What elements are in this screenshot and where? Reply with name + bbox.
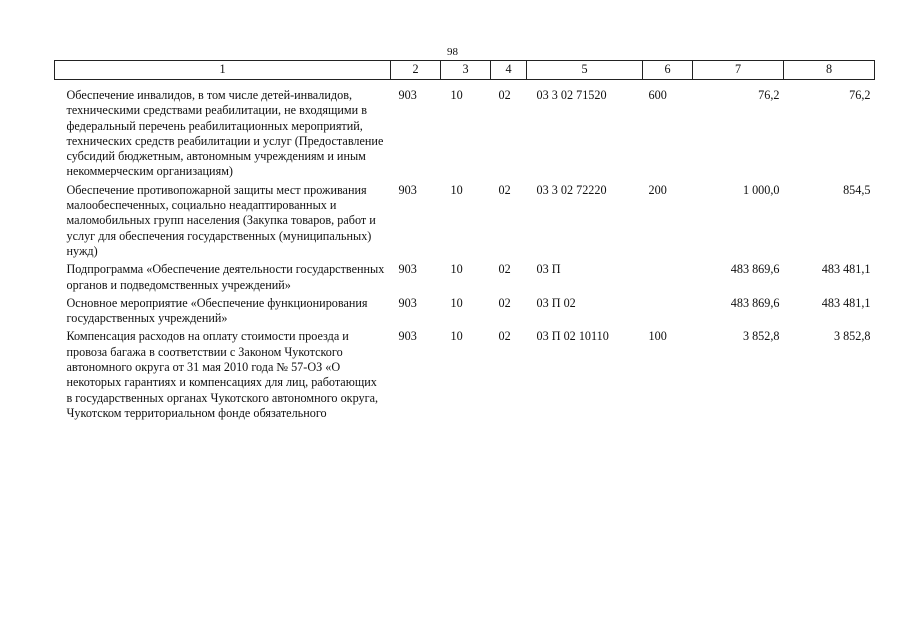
header-col-amount-fact: 8 <box>784 61 875 80</box>
row-section: 10 <box>450 295 463 310</box>
row-name: Обеспечение противопожарной защиты мест проживания малообеспеченных, социально неадаптированных и маломобильных групп населения (Закупка товаров, работ и услуг для обеспечения государственных (муниципальных) нужд) <box>66 182 376 258</box>
header-col-amount-plan: 7 <box>693 61 784 80</box>
row-subsection: 02 <box>498 262 511 277</box>
row-expense-type: 600 <box>648 88 667 102</box>
row-section: 10 <box>450 329 463 344</box>
row-grbs: 903 <box>398 88 417 102</box>
header-row <box>55 61 875 80</box>
table-header <box>55 61 875 80</box>
row-section: 10 <box>450 88 463 102</box>
table-row <box>55 327 875 422</box>
row-name: Обеспечение инвалидов, в том числе детей-инвалидов, техническими средствами реабилитации, не входящими в федеральный перечень реабилитационных мероприятий, технических средств реабилитации и услуг (Предоставление субсидий бюджетным, автономным учреждениям и иным некоммерческим организациям) <box>66 88 384 179</box>
row-grbs: 903 <box>398 182 417 197</box>
row-amount-plan: 483 869,6 <box>730 295 780 310</box>
row-target: 03 3 02 72220 <box>536 182 607 197</box>
row-amount-fact: 483 481,1 <box>821 262 871 277</box>
row-target: 03 П <box>536 262 561 277</box>
row-amount-plan: 483 869,6 <box>730 262 780 277</box>
header-col-section: 3 <box>441 61 491 80</box>
header-col-subsection: 4 <box>491 61 527 80</box>
row-expense-type: 200 <box>648 182 667 197</box>
row-subsection: 02 <box>498 182 511 197</box>
row-amount-fact: 3 852,8 <box>833 329 871 344</box>
table-row <box>55 294 875 328</box>
table-row <box>55 260 875 294</box>
row-section: 10 <box>450 182 463 197</box>
header-col-target: 5 <box>527 61 643 80</box>
row-subsection: 02 <box>498 295 511 310</box>
table-row <box>55 80 875 181</box>
row-name: Основное мероприятие «Обеспечение функционирования государственных учреждений» <box>66 295 368 326</box>
row-subsection: 02 <box>498 88 511 102</box>
row-target: 03 П 02 10110 <box>536 329 609 344</box>
row-amount-plan: 3 852,8 <box>742 329 780 344</box>
row-grbs: 903 <box>398 262 417 277</box>
header-col-grbs: 2 <box>391 61 441 80</box>
row-expense-type: 100 <box>648 329 667 344</box>
budget-table <box>54 60 875 422</box>
row-amount-fact: 854,5 <box>843 182 871 197</box>
row-amount-fact: 76,2 <box>849 88 871 102</box>
row-amount-plan: 76,2 <box>758 88 780 102</box>
row-expense-type <box>643 294 693 328</box>
row-section: 10 <box>450 262 463 277</box>
page-number: 98 <box>447 46 458 58</box>
row-amount-plan: 1 000,0 <box>742 182 780 197</box>
header-col-name: 1 <box>55 61 391 80</box>
table-row <box>55 181 875 260</box>
header-col-expense-type: 6 <box>643 61 693 80</box>
row-target: 03 3 02 71520 <box>536 88 607 102</box>
row-name: Подпрограмма «Обеспечение деятельности государственных органов и подведомственных учреждений» <box>66 262 385 292</box>
row-expense-type <box>643 260 693 294</box>
row-grbs: 903 <box>398 295 417 310</box>
row-target: 03 П 02 <box>536 295 576 310</box>
row-subsection: 02 <box>498 329 511 344</box>
row-name: Компенсация расходов на оплату стоимости проезда и провоза багажа в соответствии с Законом Чукотского автономного округа от 31 мая 2010 года № 57-ОЗ «О некоторых гарантиях и компенсациях для лиц, работающих в государственных органах Чукотского автономного округа, Чукотском территориальном фонде обязательного <box>66 329 379 420</box>
table-body <box>55 80 875 423</box>
row-grbs: 903 <box>398 329 417 344</box>
row-amount-fact: 483 481,1 <box>821 295 871 310</box>
